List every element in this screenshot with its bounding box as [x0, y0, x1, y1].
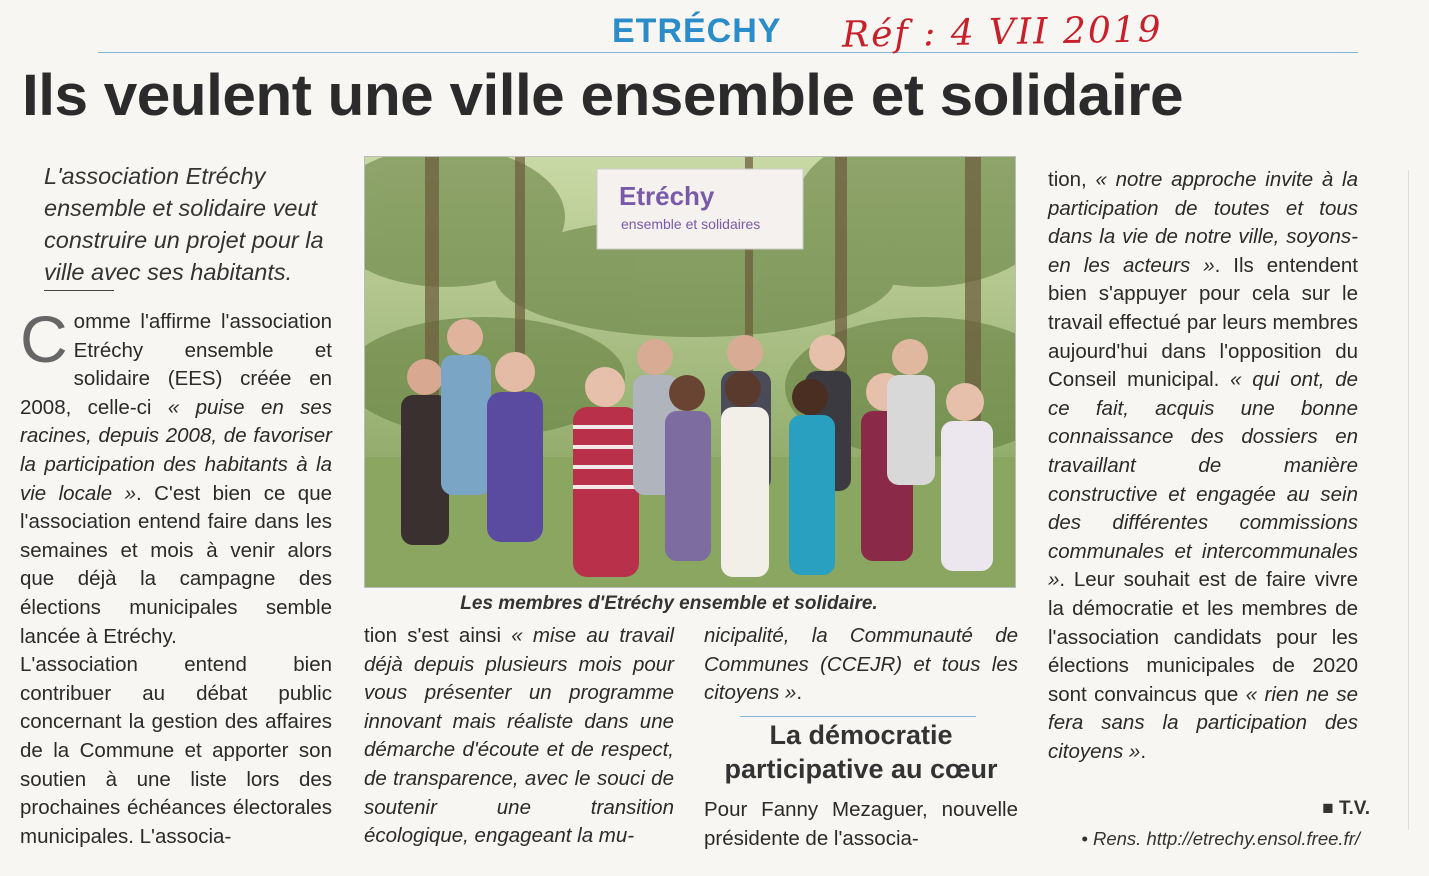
subheading: La démocratie participative au cœur [724, 720, 998, 784]
text: . C'est bien ce que l'association entend faire dans les semaines et mois à venir alors que déjà la campagne des élections municipales semble lancée à Etréchy. [20, 481, 333, 648]
group-photo [364, 156, 1016, 588]
article-column-4 [1048, 166, 1358, 766]
quote: « notre approche invite à la participation de toutes et tous dans la vie de notre ville, soyons-en les acteurs » [1048, 168, 1358, 277]
section-title: ETRÉCHY [612, 12, 782, 50]
text: tion, [1048, 168, 1096, 191]
quote: « puise en ses racines, depuis 2008, de favoriser la participation des habitants à la vie locale » [20, 395, 332, 505]
quote: « qui ont, de ce fait, acquis une bonne connaissance des dossiers en travaillant de manière constructive et engagée au sein des différentes commissions communales et intercommunales » [1048, 368, 1358, 592]
author-signature: ■ T.V. [1322, 798, 1370, 819]
info-link: • Rens. http://etrechy.ensol.free.fr/ [1081, 828, 1360, 849]
banner-subtitle: ensemble et solidaires [621, 216, 761, 232]
banner-title: Etréchy [619, 181, 715, 211]
article-column-1 [20, 302, 333, 851]
paragraph [1048, 166, 1358, 766]
header-rule [98, 52, 1358, 53]
paragraph: L'association entend bien contribuer au débat public concernant la gestion des affaires de la Commune et apporter son soutien à une liste lors des prochaines échéances électorales municipales. L'associa- [20, 653, 332, 848]
article-column-3-continued [704, 796, 1018, 853]
article-column-2 [364, 622, 674, 851]
page-edge-rule [1408, 170, 1409, 830]
lede-underline [44, 290, 114, 291]
paragraph [364, 622, 674, 851]
quote: « mise au travail déjà depuis plusieurs mois pour vous présenter un programme innovant mais réaliste dans une démarche d'écoute et de respect, de transparence, avec le souci de soutenir une transition écologique, engageant la mu- [364, 624, 674, 848]
text: omme l'affirme l'association Etréchy ensemble et solidaire (EES) créée en 2008, celle-ci [20, 310, 332, 419]
text: . Leur souhait est de faire vivre la démocratie et les membres de l'association candidats pour les élections municipales de 2020 sont convaincus que [1048, 568, 1358, 706]
handwritten-note: Réf : 4 VII 2019 [841, 9, 1163, 56]
quote: nicipalité, la Communauté de Communes (CCEJR) et tous les citoyens » [704, 624, 1018, 705]
text: . [1140, 739, 1147, 763]
paragraph [20, 302, 333, 651]
paragraph: Pour Fanny Mezaguer, nouvelle présidente de l'associa- [704, 798, 1018, 850]
text: . Ils entendent bien s'appuyer pour cela sur le travail effectué par leurs membres aujourd'hui dans l'opposition du Conseil municipal. [1048, 253, 1358, 392]
article-column-3 [704, 622, 1018, 708]
quote: « rien ne se fera sans la participation des citoyens » [1048, 682, 1358, 763]
paragraph [704, 622, 1018, 708]
photo-caption: Les membres d'Etréchy ensemble et solidaire. [460, 593, 878, 614]
headline: Ils veulent une ville ensemble et solidaire [22, 63, 1184, 128]
text: tion s'est ainsi [364, 624, 512, 647]
drop-cap: C [20, 302, 68, 376]
lede: L'association Etréchy ensemble et solidaire veut construire un projet pour la ville avec ses habitants. [44, 163, 324, 285]
text: . [796, 681, 803, 705]
photo-image [365, 157, 1015, 587]
subhead-rule [740, 716, 976, 717]
